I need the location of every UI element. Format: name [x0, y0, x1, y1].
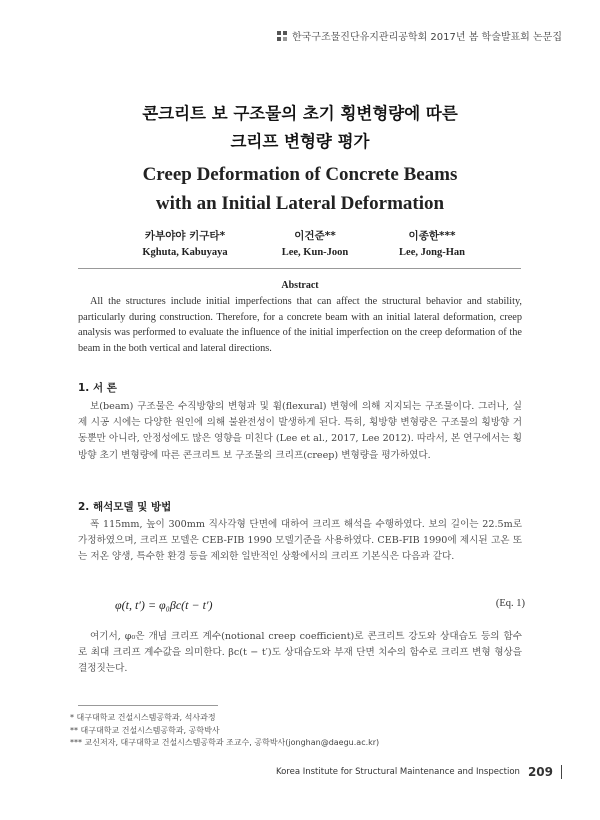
title-korean	[0, 100, 600, 156]
author-2-english: Lee, Kun-Joon	[281, 247, 349, 258]
section-1-heading: 1. 서 론	[78, 382, 117, 394]
footnotes	[70, 712, 379, 750]
section-2-paragraph-1: 폭 115mm, 높이 300mm 직사각형 단면에 대하여 크리프 해석을 수행하였다. 보의 길이는 22.5m로 가정하였으며, 크리프 모델은 CEB-FIB 1990 모델기준을 사용하였다. CEB-FIB 1990에 제시된 고온 또는 저온 양생, 특수한 환경 등을 제외한 일반적인 상황에서의 크리프 기본식은 다음과 같다.	[78, 519, 522, 563]
equation-lhs: φ(t, t′)	[115, 598, 145, 612]
footnote-3: *** 교신저자, 대구대학교 건설시스템공학과 조교수, 공학박사(jonghan@daegu.ac.kr)	[70, 738, 380, 747]
footnote-2: ** 대구대학교 건설시스템공학과, 공학박사	[70, 725, 220, 735]
equation-1	[115, 598, 525, 616]
author-3	[347, 228, 517, 258]
equation-label: (Eq. 1)	[495, 598, 525, 609]
title-korean-line-1: 콘크리트 보 구조물의 초기 횡변형량에 따른	[142, 104, 458, 123]
abstract-body: All the structures include initial imperfections that can affect the structural behavior and stability, particularly during construction. Therefore, for a concrete beam with an initial lateral deformation, creep analysis was performed to evaluate the influence of the initial imperfection on the creep deformation of the beam in the both vertical and lateral directions.	[78, 296, 522, 354]
footer-organization: Korea Institute for Structural Maintenance and Inspection	[275, 767, 520, 777]
page-footer	[276, 765, 562, 779]
section-2-paragraph-2: 여기서, φ₀은 개념 크리프 계수(notional creep coefficient)로 콘크리트 강도와 상대습도 등의 함수로 최대 크리프 계수값을 의미한다. βc(t − t′)도 상대습도와 부재 단면 치수의 함수로 크리프 변형 형상을 결정짓는다.	[78, 631, 522, 675]
title-english	[0, 160, 600, 218]
abstract-heading: Abstract	[281, 280, 319, 291]
title-english-line-1: Creep Deformation of Concrete Beams	[142, 164, 458, 185]
author-1-korean: 카부야야 키구타*	[144, 230, 226, 242]
footnote-1: * 대구대학교 건설시스템공학과, 석사과정	[70, 713, 216, 722]
section-1-paragraph: 보(beam) 구조물은 수직방향의 변형과 및 휨(flexural) 변형에 의해 지지되는 구조물이다. 그러나, 실제 시공 시에는 다양한 원인에 의해 불완전성이 발생하게 된다. 특히, 횡방향 변형량은 구조물의 횡방향 거동뿐만 아니라, 안정성에도 많은 영향을 미친다 (Lee et al., 2017, Lee 2012). 따라서, 본 연구에서는 횡방향 초기 변형량에 따른 콘크리트 보 구조물의 크리프(creep) 변형량을 평가하였다.	[78, 401, 522, 461]
author-3-korean: 이종한***	[408, 230, 456, 242]
divider	[78, 268, 521, 269]
author-2-korean: 이건준**	[294, 230, 336, 242]
author-3-english: Lee, Jong-Han	[399, 247, 465, 258]
equation-rhs: φ₀βc(t − t′)	[159, 598, 213, 612]
running-head-text: 한국구조물진단유지관리공학회 2017년 봄 학술발표회 논문집	[291, 32, 562, 43]
footer-divider	[561, 765, 562, 779]
footnote-divider	[78, 705, 218, 706]
journal-logo-icon	[277, 31, 287, 41]
running-head	[277, 28, 562, 43]
page-number: 209	[527, 765, 553, 779]
section-2-heading: 2. 해석모델 및 방법	[78, 501, 172, 513]
equation-equals: =	[147, 598, 157, 612]
author-1-english: Kghuta, Kabuyaya	[142, 247, 228, 258]
title-english-line-2: with an Initial Lateral Deformation	[155, 193, 445, 214]
title-korean-line-2: 크리프 변형량 평가	[230, 132, 370, 151]
